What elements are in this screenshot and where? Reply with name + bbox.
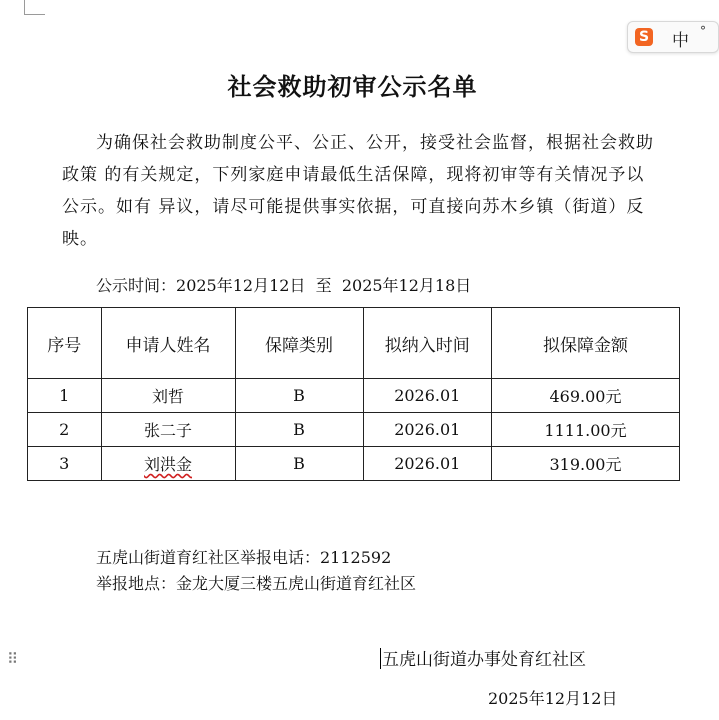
document-title: 社会救助初审公示名单 <box>227 73 478 101</box>
cell-seq: 2 <box>28 413 102 447</box>
header-time: 拟纳入时间 <box>363 308 491 379</box>
table-row <box>28 447 680 481</box>
cell-amount: 1111.00元 <box>492 413 680 447</box>
signature-date: 2025年12月12日 <box>488 689 618 708</box>
spellcheck-name: 刘洪金 <box>144 455 193 474</box>
cell-name <box>101 447 235 481</box>
cell-time: 2026.01 <box>363 447 491 481</box>
ime-language-toggle[interactable]: 中 <box>672 31 689 51</box>
header-amount: 拟保障金额 <box>492 308 680 379</box>
page-corner-marker <box>24 0 45 15</box>
intro-paragraph: 为确保社会救助制度公平、公正、公开，接受社会监督，根据社会救助政策 的有关规定，下列家庭申请最低生活保障，现将初审等有关情况予以公示。如有 异议，请尽可能提供事实依据，可直接向苏木乡镇（街道）反映。 <box>62 133 654 249</box>
cell-type: B <box>235 447 363 481</box>
cell-type: B <box>235 379 363 413</box>
table-row <box>28 413 680 447</box>
drag-handle-icon[interactable]: ⠿ <box>7 650 16 668</box>
cell-amount: 319.00元 <box>492 447 680 481</box>
period-separator: 至 <box>315 276 332 295</box>
cell-seq: 1 <box>28 379 102 413</box>
table-row <box>28 379 680 413</box>
cell-name: 刘哲 <box>101 379 235 413</box>
period-end: 2025年12月18日 <box>341 276 472 295</box>
ime-toolbar[interactable] <box>627 21 719 53</box>
cell-amount: 469.00元 <box>492 379 680 413</box>
cell-time: 2026.01 <box>363 379 491 413</box>
ime-punctuation-icon[interactable]: ° <box>700 24 706 38</box>
cell-seq: 3 <box>28 447 102 481</box>
cell-time: 2026.01 <box>363 413 491 447</box>
signature-org[interactable] <box>380 645 586 670</box>
cell-type: B <box>235 413 363 447</box>
relief-table <box>27 307 680 481</box>
period-start: 2025年12月12日 <box>176 276 306 295</box>
header-seq: 序号 <box>28 308 102 379</box>
report-phone: 五虎山街道育红社区举报电话：2112592 <box>96 548 392 567</box>
header-name: 申请人姓名 <box>101 308 235 379</box>
period-label: 公示时间： <box>96 276 177 295</box>
header-type: 保障类别 <box>235 308 363 379</box>
table-header-row <box>28 308 680 379</box>
signature-org-text: 五虎山街道办事处育红社区 <box>382 650 586 670</box>
report-address: 举报地点：金龙大厦三楼五虎山街道育红社区 <box>96 574 417 593</box>
sogou-logo-icon[interactable]: S <box>635 28 653 46</box>
cell-name: 张二子 <box>101 413 235 447</box>
text-cursor <box>380 648 381 669</box>
announcement-period <box>96 273 471 296</box>
